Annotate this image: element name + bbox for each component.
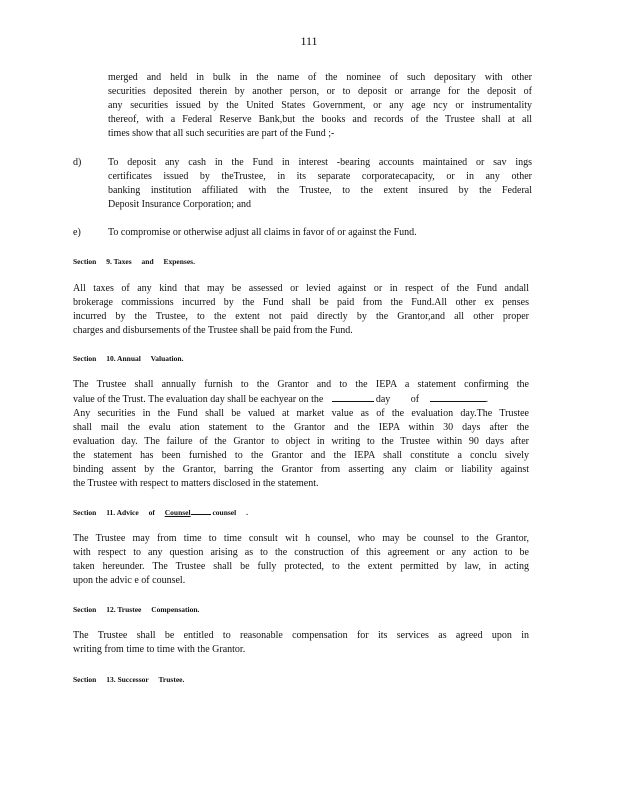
blank-line	[332, 392, 374, 402]
heading-word: Section	[73, 675, 97, 684]
text-line: The Trustee may from time to time consult wit h counsel, who may be counsel to the Grantor,	[73, 533, 529, 544]
section-12-paragraph	[73, 629, 529, 657]
heading-word: Section	[73, 508, 97, 517]
period: .	[485, 394, 489, 405]
text-line: All taxes of any kind that may be assessed or levied against or in respect of the Fund andall	[73, 283, 529, 294]
text-line: binding assent by the Grantor, barring the Grantor from asserting any claim or liability against	[73, 464, 529, 475]
text-line: the Trustee with respect to matters disclosed in the statement.	[73, 478, 319, 489]
text-line: upon the advic e of counsel.	[73, 575, 186, 586]
text-line: The Trustee shall annually furnish to the Grantor and to the IEPA a statement confirming the	[73, 379, 529, 390]
heading-word: Trustee.	[158, 675, 185, 684]
page-number: 111	[300, 34, 318, 48]
blank-line	[430, 392, 486, 402]
section-10-heading	[73, 352, 191, 366]
heading-word: Section	[73, 605, 97, 614]
text-line: merged and held in bulk in the name of the nominee of such depositary with other	[108, 72, 532, 83]
section-11-paragraph	[73, 532, 529, 588]
item-e-paragraph	[108, 226, 532, 240]
item-e-marker: e)	[73, 227, 81, 238]
heading-word: Counsel	[164, 508, 191, 517]
text-line: thereof, with a Federal Reserve Bank,but the books and records of the Trustee shall at all	[108, 114, 532, 125]
text-line: To compromise or otherwise adjust all claims in favor of or against the Fund.	[108, 227, 417, 238]
text-line: securities deposited therein by another person, or to deposit or arrange for the deposit of	[108, 86, 532, 97]
text-line: charges and disbursements of the Trustee shall be paid from the Fund.	[73, 325, 353, 336]
section-9-heading	[73, 255, 203, 269]
heading-word: 13. Successor	[106, 675, 149, 684]
heading-word: 9. Taxes	[106, 257, 132, 266]
text-line: Any securities in the Fund shall be valued at market value as of the evaluation day.The Trustee	[73, 408, 529, 419]
text-line: brokerage commissions incurred by the Fund shall be paid from the Fund.All other ex penses	[73, 297, 529, 308]
heading-word: 12. Trustee	[106, 605, 142, 614]
section-11-heading	[73, 506, 256, 520]
heading-word: Expenses.	[163, 257, 195, 266]
text-line: Deposit Insurance Corporation; and	[108, 199, 252, 210]
continuation-paragraph	[108, 71, 532, 141]
heading-word: Section	[73, 354, 97, 363]
text-line: certificates issued by theTrustee, in its separate corporatecapacity, or in any other	[108, 171, 532, 182]
section-12-heading	[73, 603, 207, 617]
text-line: with respect to any question arising as to the construction of this agreement or any action to be	[73, 547, 529, 558]
text-line: the statement has been furnished to the Grantor and the IEPA shall constitute a conclu sively	[73, 450, 529, 461]
text-line: writing from time to time with the Grantor.	[73, 644, 246, 655]
text-line: incurred by the Trustee, to the extent not paid directly by the Grantor,and all other proper	[73, 311, 529, 322]
heading-word: 11. Advice	[106, 508, 139, 517]
heading-word: Valuation.	[150, 354, 184, 363]
text-fragment: value of the Trust. The evaluation day shall be eachyear on the	[73, 394, 324, 405]
heading-word: counsel	[212, 508, 237, 517]
section-9-paragraph	[73, 282, 529, 338]
section-13-heading	[73, 673, 192, 687]
item-d-paragraph	[108, 156, 532, 212]
heading-word: of	[148, 508, 155, 517]
text-fragment: of	[410, 394, 420, 405]
text-line	[73, 392, 529, 407]
text-line: To deposit any cash in the Fund in interest -bearing accounts maintained or sav ings	[108, 157, 532, 168]
text-line: times show that all such securities are part of the Fund ;-	[108, 128, 335, 139]
heading-word: Section	[73, 257, 97, 266]
text-line: taken hereunder. The Trustee shall be fully protected, to the extent permitted by law, in acting	[73, 561, 529, 572]
heading-word: .	[246, 508, 248, 517]
text-line: shall mail the evalu ation statement to the Grantor and the IEPA within 30 days after the	[73, 422, 529, 433]
heading-word: 10. Annual	[106, 354, 141, 363]
text-line: evaluation day. The failure of the Grantor to object in writing to the Trustee within 90 days after	[73, 436, 529, 447]
text-line: any securities issued by the United States Government, or any age ncy or instrumentality	[108, 100, 532, 111]
heading-word: Compensation.	[151, 605, 200, 614]
heading-word: and	[141, 257, 154, 266]
item-d-marker: d)	[73, 157, 82, 168]
text-line: banking institution affiliated with the Trustee, to the extent insured by the Federal	[108, 185, 532, 196]
section-10-paragraph	[73, 378, 529, 491]
text-fragment: day	[375, 394, 391, 405]
text-line: The Trustee shall be entitled to reasonable compensation for its services as agreed upon in	[73, 630, 529, 641]
blank-line	[191, 507, 211, 515]
